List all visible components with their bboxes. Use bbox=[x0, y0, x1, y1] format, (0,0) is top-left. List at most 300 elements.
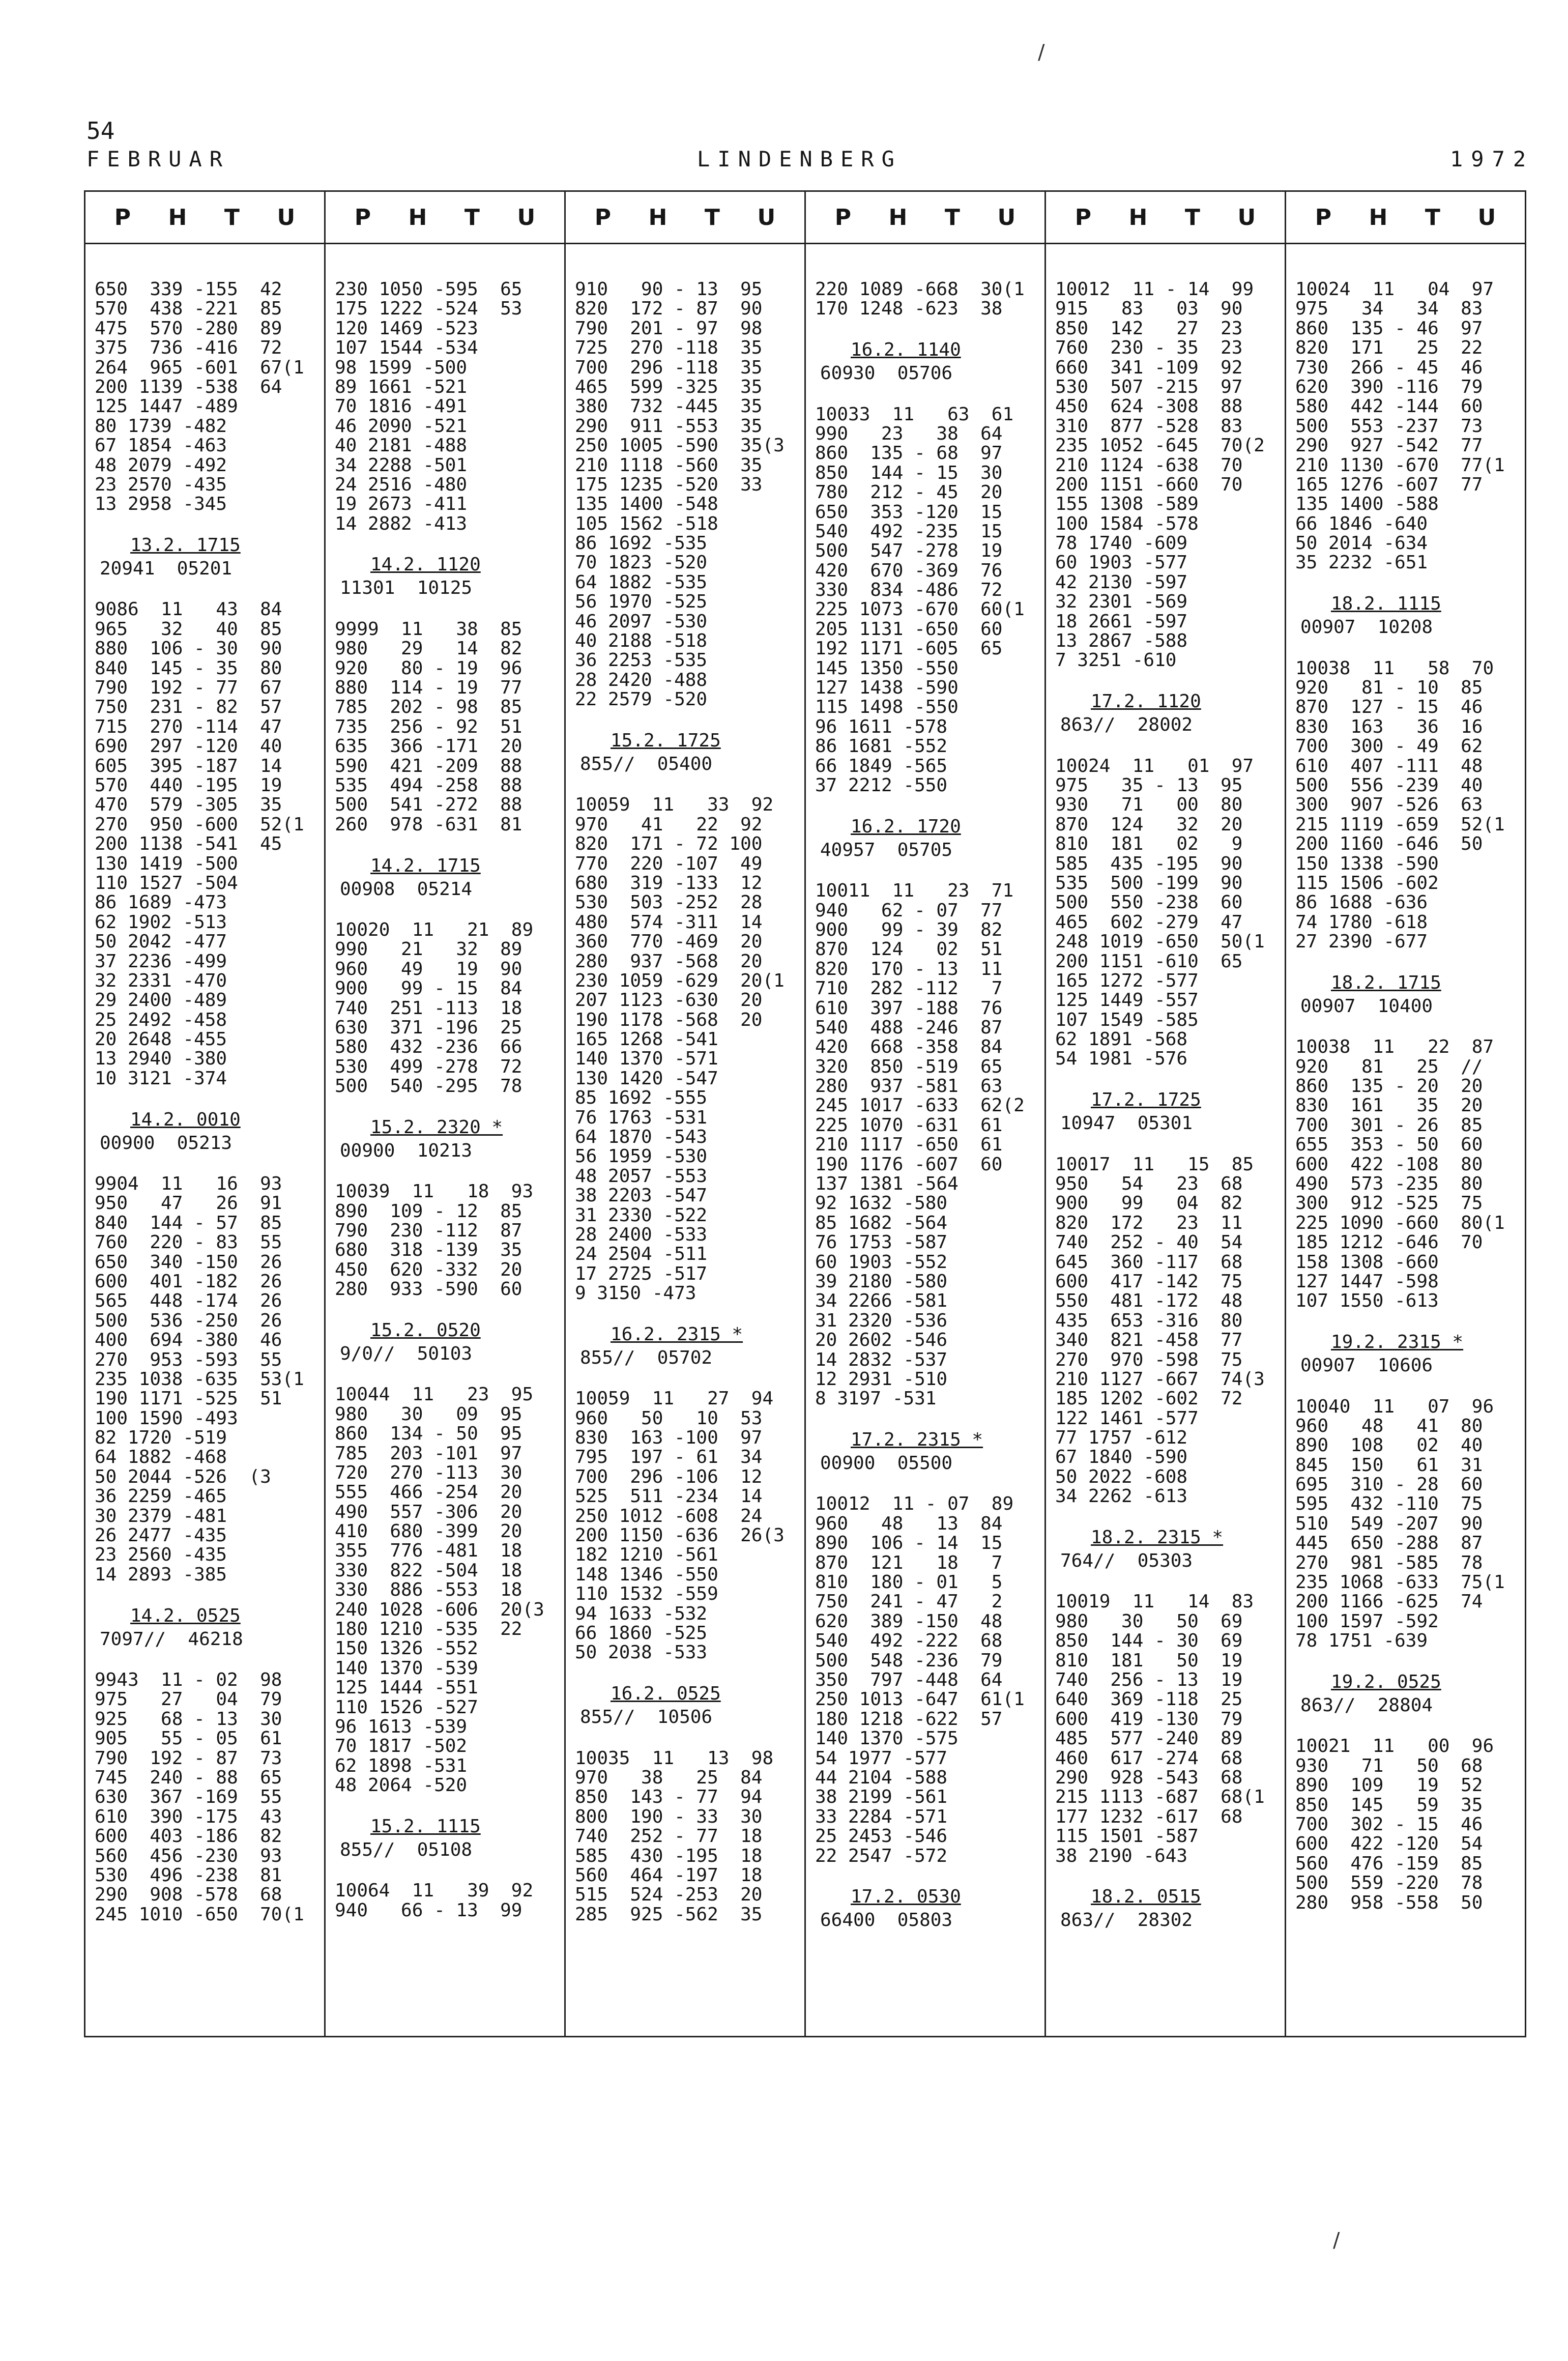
data-row: 560 464 -197 18 bbox=[575, 1864, 763, 1886]
data-row: 50 2038 -533 bbox=[575, 1642, 708, 1663]
data-row: 10020 11 21 89 bbox=[335, 919, 534, 940]
data-row: 33 2284 -571 bbox=[815, 1806, 948, 1827]
data-row: 76 1763 -531 bbox=[575, 1107, 708, 1128]
data-row: 500 547 -278 19 bbox=[815, 540, 1003, 562]
data-row: 125 1444 -551 bbox=[335, 1677, 478, 1698]
data-row: 230 1050 -595 65 bbox=[335, 279, 522, 300]
data-row: 840 144 - 57 85 bbox=[95, 1212, 282, 1233]
data-row: 200 1160 -646 50 bbox=[1295, 833, 1483, 855]
data-row: 850 144 - 15 30 bbox=[815, 462, 1003, 483]
data-row: 66 1849 -565 bbox=[815, 755, 948, 776]
data-row: 10040 11 07 96 bbox=[1295, 1396, 1494, 1417]
table-column bbox=[326, 192, 566, 2036]
data-row: 380 732 -445 35 bbox=[575, 396, 763, 417]
data-row: 48 2064 -520 bbox=[335, 1775, 468, 1796]
data-row: 710 282 -112 7 bbox=[815, 978, 1003, 999]
data-row: 595 432 -110 75 bbox=[1295, 1493, 1483, 1515]
data-row: 10017 11 15 85 bbox=[1055, 1154, 1254, 1175]
data-row: 13 2958 -345 bbox=[95, 494, 227, 515]
data-row: 185 1212 -646 70 bbox=[1295, 1232, 1483, 1253]
sounding-date: 16.2. 2315 * bbox=[611, 1323, 743, 1345]
sounding-code: 00900 05213 bbox=[100, 1132, 233, 1154]
data-row: 540 488 -246 87 bbox=[815, 1017, 1003, 1038]
data-row: 26 2477 -435 bbox=[95, 1525, 227, 1546]
sounding-table bbox=[84, 190, 1526, 2037]
data-row: 31 2330 -522 bbox=[575, 1204, 708, 1226]
data-row: 960 48 13 84 bbox=[815, 1513, 1003, 1534]
data-row: 785 202 - 98 85 bbox=[335, 697, 522, 718]
data-row: 975 35 - 13 95 bbox=[1055, 774, 1243, 796]
blank-line bbox=[335, 1096, 564, 1115]
data-row: 10033 11 63 61 bbox=[815, 404, 1014, 425]
data-row: 42 2130 -597 bbox=[1055, 571, 1188, 593]
sounding-code: 00908 05214 bbox=[340, 878, 473, 900]
data-row: 960 48 41 80 bbox=[1295, 1415, 1483, 1436]
data-row: 580 432 -236 66 bbox=[335, 1036, 522, 1058]
header-h: H bbox=[1128, 204, 1148, 231]
data-row: 500 556 -239 40 bbox=[1295, 774, 1483, 796]
data-row: 530 507 -215 97 bbox=[1055, 376, 1243, 397]
data-row: 12 2931 -510 bbox=[815, 1368, 948, 1390]
header-h: H bbox=[1369, 204, 1388, 231]
data-row: 140 1370 -575 bbox=[815, 1728, 959, 1749]
data-row: 127 1438 -590 bbox=[815, 677, 959, 699]
data-row: 610 397 -188 76 bbox=[815, 997, 1003, 1019]
data-row: 7 3251 -610 bbox=[1055, 650, 1177, 671]
data-row: 210 1130 -670 77(1 bbox=[1295, 454, 1505, 476]
data-row: 850 142 27 23 bbox=[1055, 318, 1243, 339]
sounding-code: 7097// 46218 bbox=[100, 1628, 243, 1650]
sounding-code: 60930 05706 bbox=[820, 363, 953, 384]
data-row: 190 1176 -607 60 bbox=[815, 1154, 1003, 1175]
data-row: 820 171 25 22 bbox=[1295, 337, 1483, 359]
blank-line bbox=[575, 1729, 804, 1748]
data-row: 220 1089 -668 30(1 bbox=[815, 279, 1025, 300]
data-row: 630 371 -196 25 bbox=[335, 1017, 522, 1038]
data-row: 585 435 -195 90 bbox=[1055, 853, 1243, 874]
column-body bbox=[806, 244, 1044, 1932]
data-row: 50 2014 -634 bbox=[1295, 533, 1428, 554]
data-row: 8 3197 -531 bbox=[815, 1388, 937, 1409]
data-row: 530 496 -238 81 bbox=[95, 1864, 282, 1886]
data-row: 970 38 25 84 bbox=[575, 1767, 763, 1788]
data-row: 600 422 -108 80 bbox=[1295, 1154, 1483, 1175]
data-row: 215 1119 -659 52(1 bbox=[1295, 814, 1505, 835]
data-row: 960 49 19 90 bbox=[335, 958, 522, 980]
data-row: 450 620 -332 20 bbox=[335, 1259, 522, 1280]
data-row: 10012 11 - 14 99 bbox=[1055, 279, 1254, 300]
data-row: 860 135 - 46 97 bbox=[1295, 318, 1483, 339]
data-row: 177 1232 -617 68 bbox=[1055, 1806, 1243, 1827]
sounding-date: 17.2. 2315 * bbox=[851, 1429, 983, 1451]
data-row: 655 353 - 50 60 bbox=[1295, 1134, 1483, 1156]
data-row: 70 1816 -491 bbox=[335, 396, 468, 417]
data-row: 40 2188 -518 bbox=[575, 630, 708, 652]
data-row: 585 430 -195 18 bbox=[575, 1845, 763, 1866]
data-row: 30 2379 -481 bbox=[95, 1505, 227, 1527]
table-column bbox=[806, 192, 1046, 2036]
column-header bbox=[566, 192, 804, 244]
data-row: 925 68 - 13 30 bbox=[95, 1708, 282, 1730]
column-header bbox=[1286, 192, 1525, 244]
data-row: 715 270 -114 47 bbox=[95, 716, 282, 737]
data-row: 260 978 -631 81 bbox=[335, 814, 522, 835]
header-u: U bbox=[1237, 204, 1256, 231]
sounding-date: 16.2. 0525 bbox=[611, 1683, 721, 1705]
sounding-code: 00900 05500 bbox=[820, 1453, 953, 1474]
station-header: LINDENBERG bbox=[697, 147, 902, 171]
data-row: 975 27 04 79 bbox=[95, 1689, 282, 1710]
data-row: 470 579 -305 35 bbox=[95, 794, 282, 816]
data-row: 35 2232 -651 bbox=[1295, 552, 1428, 573]
blank-line bbox=[335, 1163, 564, 1182]
header-u: U bbox=[517, 204, 536, 231]
data-row: 940 66 - 13 99 bbox=[335, 1899, 522, 1921]
data-row: 610 407 -111 48 bbox=[1295, 755, 1483, 776]
data-row: 555 466 -254 20 bbox=[335, 1482, 522, 1503]
data-row: 22 2547 -572 bbox=[815, 1845, 948, 1866]
data-row: 36 2259 -465 bbox=[95, 1486, 227, 1507]
sounding-code: 00907 10400 bbox=[1300, 995, 1433, 1017]
blank-line bbox=[95, 1155, 324, 1174]
data-row: 530 503 -252 28 bbox=[575, 892, 763, 913]
data-row: 270 970 -598 75 bbox=[1055, 1349, 1243, 1370]
month-header: FEBRUAR bbox=[86, 147, 230, 171]
data-row: 290 911 -553 35 bbox=[575, 415, 763, 437]
data-row: 115 1506 -602 bbox=[1295, 872, 1439, 894]
sounding-date: 18.2. 0515 bbox=[1091, 1886, 1201, 1908]
data-row: 22 2579 -520 bbox=[575, 689, 708, 710]
sounding-date: 18.2. 1715 bbox=[1331, 972, 1441, 993]
data-row: 730 266 - 45 46 bbox=[1295, 357, 1483, 378]
blank-line bbox=[335, 1366, 564, 1385]
data-row: 38 2203 -547 bbox=[575, 1185, 708, 1206]
data-row: 475 570 -280 89 bbox=[95, 318, 282, 339]
header-p: P bbox=[1075, 204, 1092, 231]
data-row: 810 180 - 01 5 bbox=[815, 1572, 1003, 1593]
data-row: 145 1350 -550 bbox=[815, 657, 959, 679]
sounding-code: 11301 10125 bbox=[340, 578, 473, 599]
sounding-code: 855// 05400 bbox=[580, 753, 713, 774]
data-row: 635 366 -171 20 bbox=[335, 736, 522, 757]
data-row: 400 694 -380 46 bbox=[95, 1330, 282, 1351]
data-row: 880 114 - 19 77 bbox=[335, 677, 522, 699]
sounding-date: 16.2. 1720 bbox=[851, 816, 961, 837]
data-row: 48 2057 -553 bbox=[575, 1165, 708, 1187]
data-row: 32 2331 -470 bbox=[95, 970, 227, 991]
sounding-date: 13.2. 1715 bbox=[130, 535, 241, 556]
data-row: 975 34 34 83 bbox=[1295, 298, 1483, 320]
data-row: 600 401 -182 26 bbox=[95, 1271, 282, 1292]
header-h: H bbox=[408, 204, 427, 231]
data-row: 740 256 - 13 19 bbox=[1055, 1669, 1243, 1690]
sounding-code: 00907 10208 bbox=[1300, 617, 1433, 638]
header-t: T bbox=[1425, 204, 1440, 231]
data-row: 965 32 40 85 bbox=[95, 618, 282, 640]
data-row: 10059 11 27 94 bbox=[575, 1388, 774, 1409]
data-row: 19 2673 -411 bbox=[335, 494, 468, 515]
header-u: U bbox=[757, 204, 776, 231]
blank-line bbox=[335, 534, 564, 553]
data-row: 56 1959 -530 bbox=[575, 1146, 708, 1167]
data-row: 225 1070 -631 61 bbox=[815, 1114, 1003, 1136]
blank-line bbox=[95, 1088, 324, 1108]
data-row: 46 2090 -521 bbox=[335, 415, 468, 437]
data-row: 330 834 -486 72 bbox=[815, 580, 1003, 601]
data-row: 64 1870 -543 bbox=[575, 1127, 708, 1148]
data-row: 725 270 -118 35 bbox=[575, 337, 763, 359]
data-row: 18 2661 -597 bbox=[1055, 611, 1188, 632]
data-row: 182 1210 -561 bbox=[575, 1544, 718, 1566]
column-body bbox=[1046, 244, 1285, 1932]
data-row: 550 481 -172 48 bbox=[1055, 1290, 1243, 1312]
data-row: 300 912 -525 75 bbox=[1295, 1193, 1483, 1214]
data-row: 830 163 -100 97 bbox=[575, 1427, 763, 1449]
data-row: 610 390 -175 43 bbox=[95, 1806, 282, 1827]
data-row: 10039 11 18 93 bbox=[335, 1181, 534, 1202]
data-row: 39 2180 -580 bbox=[815, 1271, 948, 1292]
data-row: 115 1498 -550 bbox=[815, 697, 959, 718]
data-row: 530 499 -278 72 bbox=[335, 1056, 522, 1077]
sounding-code: 40957 05705 bbox=[820, 839, 953, 860]
data-row: 800 190 - 33 30 bbox=[575, 1806, 763, 1827]
data-row: 870 127 - 15 46 bbox=[1295, 697, 1483, 718]
data-row: 340 821 -458 77 bbox=[1055, 1330, 1243, 1351]
data-row: 540 492 -235 15 bbox=[815, 521, 1003, 542]
data-row: 125 1449 -557 bbox=[1055, 990, 1199, 1011]
data-row: 540 492 -222 68 bbox=[815, 1630, 1003, 1652]
data-row: 200 1139 -538 64 bbox=[95, 376, 282, 397]
header-p: P bbox=[594, 204, 612, 231]
data-row: 500 548 -236 79 bbox=[815, 1650, 1003, 1671]
data-row: 215 1113 -687 68(1 bbox=[1055, 1787, 1265, 1808]
data-row: 10019 11 14 83 bbox=[1055, 1591, 1254, 1613]
data-row: 860 134 - 50 95 bbox=[335, 1423, 522, 1445]
data-row: 14 2832 -537 bbox=[815, 1349, 948, 1370]
data-row: 270 953 -593 55 bbox=[95, 1349, 282, 1370]
blank-line bbox=[815, 795, 1044, 815]
sounding-code: 66400 05803 bbox=[820, 1910, 953, 1931]
data-row: 20 2648 -455 bbox=[95, 1029, 227, 1050]
data-row: 27 2390 -677 bbox=[1295, 931, 1428, 953]
data-row: 10038 11 22 87 bbox=[1295, 1036, 1494, 1058]
blank-line bbox=[575, 1304, 804, 1323]
data-row: 860 135 - 20 20 bbox=[1295, 1076, 1483, 1097]
data-row: 10024 11 01 97 bbox=[1055, 755, 1254, 776]
blank-line bbox=[575, 710, 804, 729]
data-row: 74 1780 -618 bbox=[1295, 911, 1428, 933]
data-row: 600 417 -142 75 bbox=[1055, 1271, 1243, 1292]
data-row: 560 476 -159 85 bbox=[1295, 1853, 1483, 1874]
data-row: 10024 11 04 97 bbox=[1295, 279, 1494, 300]
header-h: H bbox=[168, 204, 187, 231]
data-row: 96 1613 -539 bbox=[335, 1716, 468, 1737]
data-row: 105 1562 -518 bbox=[575, 513, 718, 534]
data-row: 31 2320 -536 bbox=[815, 1310, 948, 1331]
data-row: 92 1632 -580 bbox=[815, 1193, 948, 1214]
data-row: 280 958 -558 50 bbox=[1295, 1892, 1483, 1913]
data-row: 210 1118 -560 35 bbox=[575, 454, 763, 476]
sounding-date: 15.2. 0520 bbox=[370, 1319, 481, 1341]
data-row: 165 1276 -607 77 bbox=[1295, 474, 1483, 495]
blank-line bbox=[1055, 1573, 1285, 1592]
data-row: 330 822 -504 18 bbox=[335, 1560, 522, 1581]
data-row: 605 395 -187 14 bbox=[95, 755, 282, 776]
data-row: 200 1150 -636 26(3 bbox=[575, 1525, 785, 1546]
blank-line bbox=[95, 1585, 324, 1604]
blank-line bbox=[335, 834, 564, 854]
data-row: 920 81 25 // bbox=[1295, 1056, 1483, 1077]
sounding-date: 15.2. 1115 bbox=[370, 1816, 481, 1837]
table-column bbox=[1046, 192, 1286, 2036]
sounding-code: 00907 10606 bbox=[1300, 1355, 1433, 1376]
data-row: 570 438 -221 85 bbox=[95, 298, 282, 320]
data-row: 310 877 -528 83 bbox=[1055, 415, 1243, 437]
data-row: 920 80 - 19 96 bbox=[335, 657, 522, 679]
data-row: 480 574 -311 14 bbox=[575, 911, 763, 933]
data-row: 23 2560 -435 bbox=[95, 1544, 227, 1566]
table-column bbox=[85, 192, 326, 2036]
data-row: 650 340 -150 26 bbox=[95, 1251, 282, 1273]
data-row: 860 135 - 68 97 bbox=[815, 443, 1003, 464]
data-row: 795 197 - 61 34 bbox=[575, 1447, 763, 1468]
sounding-date: 14.2. 1715 bbox=[370, 855, 481, 876]
data-row: 38 2199 -561 bbox=[815, 1787, 948, 1808]
data-row: 760 220 - 83 55 bbox=[95, 1232, 282, 1253]
data-row: 200 1166 -625 74 bbox=[1295, 1591, 1483, 1613]
data-row: 9999 11 38 85 bbox=[335, 618, 522, 640]
data-row: 10064 11 39 92 bbox=[335, 1880, 534, 1902]
data-row: 590 421 -209 88 bbox=[335, 755, 522, 776]
data-row: 135 1400 -588 bbox=[1295, 494, 1439, 515]
data-row: 465 602 -279 47 bbox=[1055, 911, 1243, 933]
blank-line bbox=[1295, 1377, 1525, 1397]
data-row: 980 30 09 95 bbox=[335, 1403, 522, 1425]
data-row: 62 1891 -568 bbox=[1055, 1029, 1188, 1050]
data-row: 820 172 - 87 90 bbox=[575, 298, 763, 320]
data-row: 870 121 18 7 bbox=[815, 1552, 1003, 1573]
blank-line bbox=[335, 1300, 564, 1319]
data-row: 850 144 - 30 69 bbox=[1055, 1630, 1243, 1652]
data-row: 40 2181 -488 bbox=[335, 435, 468, 456]
blank-line bbox=[815, 1409, 1044, 1428]
data-row: 175 1222 -524 53 bbox=[335, 298, 522, 320]
data-row: 240 1028 -606 20(3 bbox=[335, 1599, 544, 1620]
data-row: 210 1124 -638 70 bbox=[1055, 454, 1243, 476]
data-row: 630 367 -169 55 bbox=[95, 1787, 282, 1808]
data-row: 120 1469 -523 bbox=[335, 318, 478, 339]
blank-line bbox=[1295, 1651, 1525, 1671]
data-row: 125 1447 -489 bbox=[95, 396, 238, 417]
data-row: 465 599 -325 35 bbox=[575, 376, 763, 397]
data-row: 24 2516 -480 bbox=[335, 474, 468, 495]
data-row: 880 106 - 30 90 bbox=[95, 638, 282, 659]
data-row: 930 71 50 68 bbox=[1295, 1755, 1483, 1776]
data-row: 460 617 -274 68 bbox=[1055, 1747, 1243, 1769]
data-row: 17 2725 -517 bbox=[575, 1263, 708, 1284]
data-row: 9904 11 16 93 bbox=[95, 1173, 282, 1195]
header-p: P bbox=[354, 204, 371, 231]
data-row: 890 108 02 40 bbox=[1295, 1435, 1483, 1456]
data-row: 140 1370 -571 bbox=[575, 1048, 718, 1070]
header-p: P bbox=[114, 204, 131, 231]
column-header bbox=[1046, 192, 1285, 244]
data-row: 86 1692 -535 bbox=[575, 533, 708, 554]
data-row: 570 440 -195 19 bbox=[95, 774, 282, 796]
data-row: 745 240 - 88 65 bbox=[95, 1767, 282, 1788]
header-h: H bbox=[888, 204, 908, 231]
data-row: 845 150 61 31 bbox=[1295, 1454, 1483, 1476]
data-row: 270 950 -600 52(1 bbox=[95, 814, 304, 835]
data-row: 24 2504 -511 bbox=[575, 1244, 708, 1265]
data-row: 485 577 -240 89 bbox=[1055, 1728, 1243, 1749]
data-row: 500 540 -295 78 bbox=[335, 1076, 522, 1097]
sounding-code: 855// 10506 bbox=[580, 1707, 713, 1728]
blank-line bbox=[1295, 573, 1525, 592]
header-t: T bbox=[224, 204, 240, 231]
data-row: 89 1661 -521 bbox=[335, 376, 468, 397]
blank-line bbox=[1295, 1717, 1525, 1737]
data-row: 300 907 -526 63 bbox=[1295, 794, 1483, 816]
data-row: 650 353 -120 15 bbox=[815, 501, 1003, 523]
data-row: 34 2266 -581 bbox=[815, 1290, 948, 1312]
data-row: 830 163 36 16 bbox=[1295, 716, 1483, 737]
data-row: 165 1268 -541 bbox=[575, 1029, 718, 1050]
sounding-code: 855// 05702 bbox=[580, 1347, 713, 1368]
data-row: 180 1218 -622 57 bbox=[815, 1708, 1003, 1730]
data-row: 64 1882 -468 bbox=[95, 1447, 227, 1468]
data-row: 230 1059 -629 20(1 bbox=[575, 970, 785, 991]
data-row: 535 500 -199 90 bbox=[1055, 872, 1243, 894]
header-u: U bbox=[997, 204, 1016, 231]
data-row: 50 2042 -477 bbox=[95, 931, 227, 953]
data-row: 680 318 -139 35 bbox=[335, 1240, 522, 1261]
data-row: 135 1400 -548 bbox=[575, 494, 718, 515]
data-row: 32 2301 -569 bbox=[1055, 591, 1188, 613]
data-row: 14 2893 -385 bbox=[95, 1564, 227, 1585]
data-row: 290 928 -543 68 bbox=[1055, 1767, 1243, 1788]
blank-line bbox=[575, 1663, 804, 1682]
data-row: 750 241 - 47 2 bbox=[815, 1591, 1003, 1613]
data-row: 37 2236 -499 bbox=[95, 951, 227, 972]
data-row: 235 1038 -635 53(1 bbox=[95, 1368, 304, 1390]
data-row: 38 2190 -643 bbox=[1055, 1845, 1188, 1866]
data-row: 790 192 - 77 67 bbox=[95, 677, 282, 699]
table-column bbox=[566, 192, 806, 2036]
sounding-date: 14.2. 0010 bbox=[130, 1109, 241, 1130]
data-row: 150 1326 -552 bbox=[335, 1638, 478, 1659]
sounding-date: 14.2. 0525 bbox=[130, 1605, 241, 1626]
data-row: 54 1977 -577 bbox=[815, 1747, 948, 1769]
data-row: 190 1171 -525 51 bbox=[95, 1388, 282, 1409]
data-row: 600 419 -130 79 bbox=[1055, 1708, 1243, 1730]
data-row: 450 624 -308 88 bbox=[1055, 396, 1243, 417]
data-row: 680 319 -133 12 bbox=[575, 872, 763, 894]
blank-line bbox=[1055, 737, 1285, 756]
data-row: 10021 11 00 96 bbox=[1295, 1736, 1494, 1757]
data-row: 850 143 - 77 94 bbox=[575, 1787, 763, 1808]
data-row: 760 230 - 35 23 bbox=[1055, 337, 1243, 359]
data-row: 290 908 -578 68 bbox=[95, 1884, 282, 1906]
data-row: 700 296 -118 35 bbox=[575, 357, 763, 378]
blank-line bbox=[1295, 952, 1525, 971]
data-row: 560 456 -230 93 bbox=[95, 1845, 282, 1866]
data-row: 62 1898 -531 bbox=[335, 1755, 468, 1776]
data-row: 54 1981 -576 bbox=[1055, 1048, 1188, 1070]
sounding-date: 15.2. 1725 bbox=[611, 730, 721, 751]
data-row: 110 1532 -559 bbox=[575, 1583, 718, 1605]
data-row: 600 403 -186 82 bbox=[95, 1826, 282, 1847]
